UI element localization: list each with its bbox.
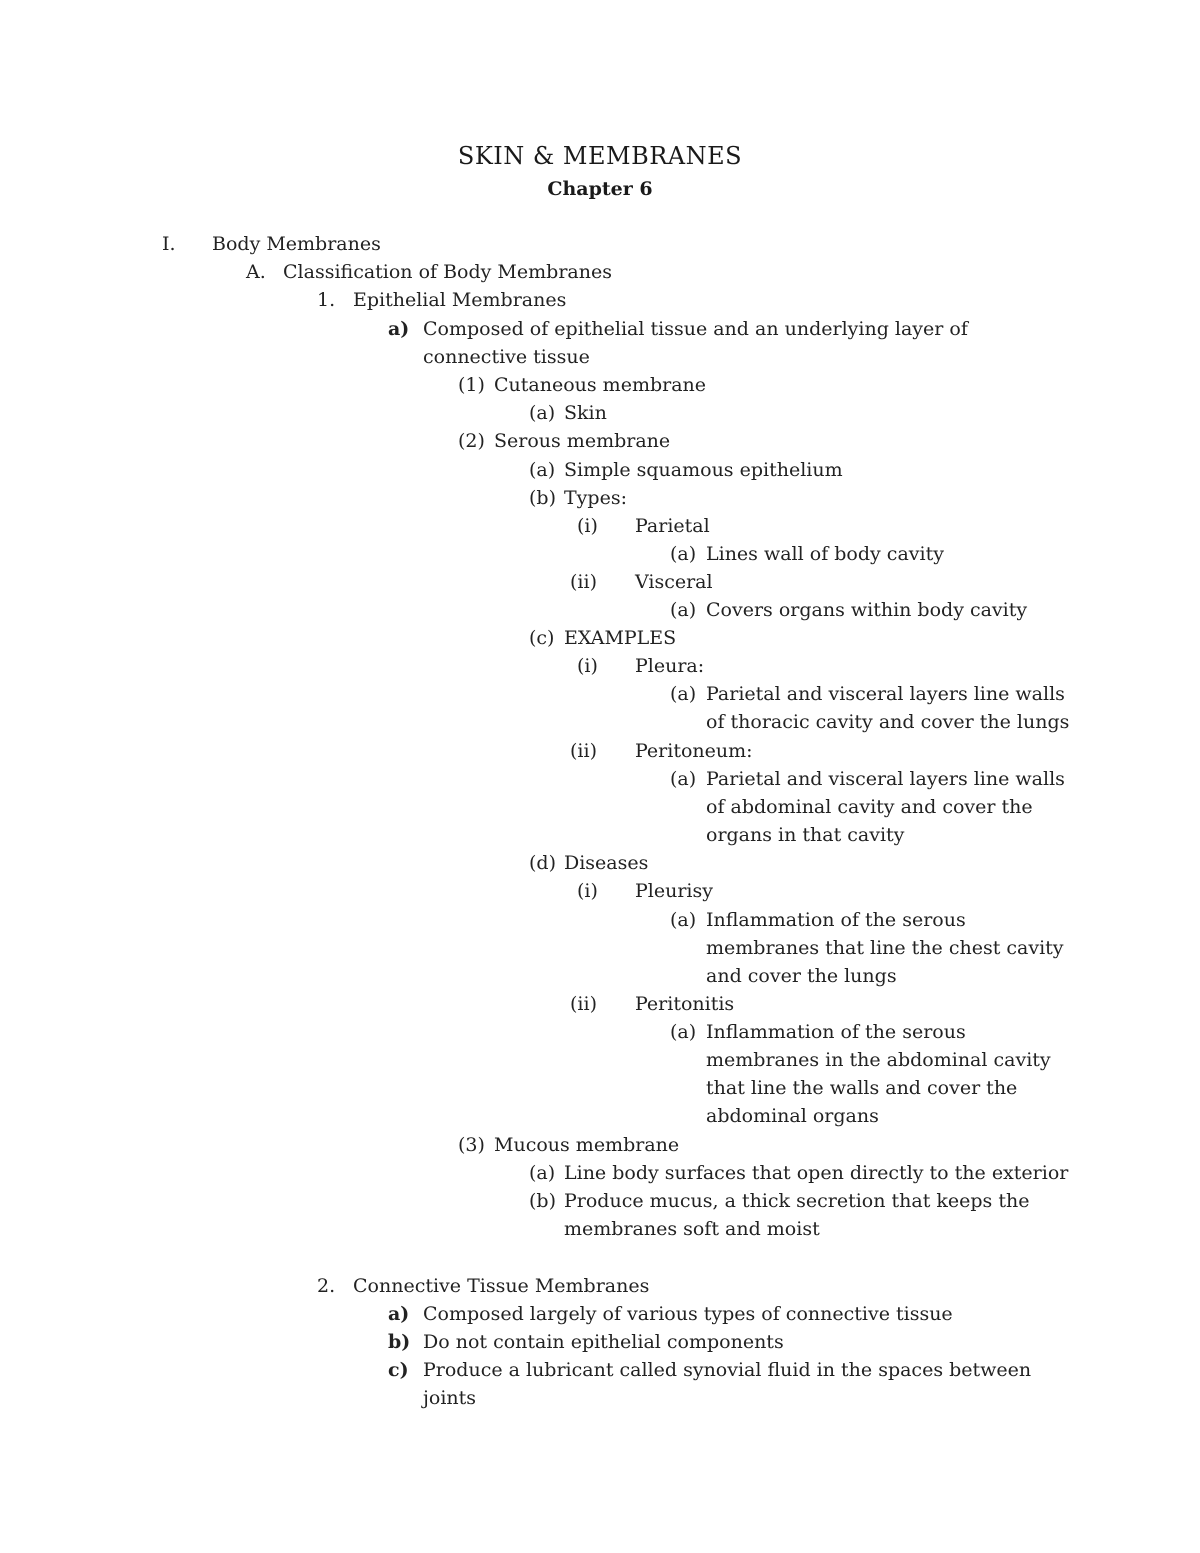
outline-text-continued: organs in that cavity bbox=[706, 824, 905, 846]
outline-marker: (b) bbox=[529, 487, 556, 509]
outline-text: Simple squamous epithelium bbox=[564, 459, 843, 481]
outline-text: Pleurisy bbox=[635, 880, 713, 902]
outline-marker: (a) bbox=[529, 402, 556, 424]
outline-text: Connective Tissue Membranes bbox=[353, 1275, 650, 1297]
outline-marker: (a) bbox=[670, 768, 697, 790]
outline-marker: (a) bbox=[670, 1021, 697, 1043]
outline-text: Pleura: bbox=[635, 655, 705, 677]
outline-text: Body Membranes bbox=[212, 233, 381, 255]
page-title: SKIN & MEMBRANES bbox=[457, 142, 743, 170]
outline-marker: (a) bbox=[670, 909, 697, 931]
outline-text-continued: and cover the lungs bbox=[706, 965, 897, 987]
outline-text: Parietal and visceral layers line walls bbox=[706, 683, 1065, 705]
outline-text-continued: of thoracic cavity and cover the lungs bbox=[706, 711, 1070, 733]
outline-marker: a) bbox=[388, 1303, 410, 1325]
outline-text: Composed of epithelial tissue and an underlying layer of bbox=[423, 318, 968, 340]
outline-marker: a) bbox=[388, 318, 410, 340]
outline-marker: (a) bbox=[670, 599, 697, 621]
outline-text: Produce mucus, a thick secretion that keeps the bbox=[564, 1190, 1030, 1212]
outline-text: Diseases bbox=[564, 852, 649, 874]
outline-text: EXAMPLES bbox=[564, 627, 677, 649]
outline-marker: (ii) bbox=[570, 571, 597, 593]
outline-text: Mucous membrane bbox=[494, 1134, 680, 1156]
outline-marker: 1. bbox=[317, 289, 336, 311]
outline-text-continued: membranes that line the chest cavity bbox=[706, 937, 1064, 959]
outline-marker: (2) bbox=[458, 430, 485, 452]
outline-text-continued: joints bbox=[423, 1387, 477, 1409]
outline-text: Parietal bbox=[635, 515, 710, 537]
outline-marker: (1) bbox=[458, 374, 485, 396]
outline-marker: c) bbox=[388, 1359, 409, 1381]
outline-text-continued: of abdominal cavity and cover the bbox=[706, 796, 1033, 818]
outline-text: Do not contain epithelial components bbox=[423, 1331, 784, 1353]
outline-text: Epithelial Membranes bbox=[353, 289, 567, 311]
outline-marker: (i) bbox=[577, 655, 598, 677]
outline-text: Classification of Body Membranes bbox=[283, 261, 612, 283]
outline-marker: (ii) bbox=[570, 993, 597, 1015]
outline-text: Inflammation of the serous bbox=[706, 909, 966, 931]
outline-text: Covers organs within body cavity bbox=[706, 599, 1028, 621]
outline-text: Types: bbox=[564, 487, 627, 509]
outline-text: Skin bbox=[564, 402, 607, 424]
outline-marker: (b) bbox=[529, 1190, 556, 1212]
outline-text: Peritonitis bbox=[635, 993, 735, 1015]
outline-text: Visceral bbox=[635, 571, 713, 593]
outline-text-continued: abdominal organs bbox=[706, 1105, 879, 1127]
outline-text: Serous membrane bbox=[494, 430, 671, 452]
outline-marker: (3) bbox=[458, 1134, 485, 1156]
outline-text-continued: connective tissue bbox=[423, 346, 590, 368]
outline-marker: I. bbox=[162, 233, 176, 255]
outline-marker: A. bbox=[246, 261, 266, 283]
outline-marker: (d) bbox=[529, 852, 556, 874]
outline-marker: (a) bbox=[529, 459, 556, 481]
outline-text: Lines wall of body cavity bbox=[706, 543, 944, 565]
outline-marker: (ii) bbox=[570, 740, 597, 762]
outline-text-continued: membranes in the abdominal cavity bbox=[706, 1049, 1051, 1071]
outline-marker: (i) bbox=[577, 515, 598, 537]
outline-text: Line body surfaces that open directly to the exterior bbox=[564, 1162, 1069, 1184]
outline-text: Parietal and visceral layers line walls bbox=[706, 768, 1065, 790]
outline-marker: 2. bbox=[317, 1275, 336, 1297]
outline-marker: (c) bbox=[529, 627, 555, 649]
outline-marker: (a) bbox=[529, 1162, 556, 1184]
outline-marker: b) bbox=[388, 1331, 411, 1353]
chapter-subtitle: Chapter 6 bbox=[547, 178, 653, 200]
outline-text: Produce a lubricant called synovial fluid in the spaces between bbox=[423, 1359, 1032, 1381]
outline-text: Peritoneum: bbox=[635, 740, 753, 762]
outline-text: Cutaneous membrane bbox=[494, 374, 707, 396]
outline-marker: (a) bbox=[670, 543, 697, 565]
outline-marker: (i) bbox=[577, 880, 598, 902]
outline-text-continued: that line the walls and cover the bbox=[706, 1077, 1018, 1099]
outline-text: Composed largely of various types of connective tissue bbox=[423, 1303, 953, 1325]
outline-text: Inflammation of the serous bbox=[706, 1021, 966, 1043]
outline-marker: (a) bbox=[670, 683, 697, 705]
outline-text-continued: membranes soft and moist bbox=[564, 1218, 820, 1240]
